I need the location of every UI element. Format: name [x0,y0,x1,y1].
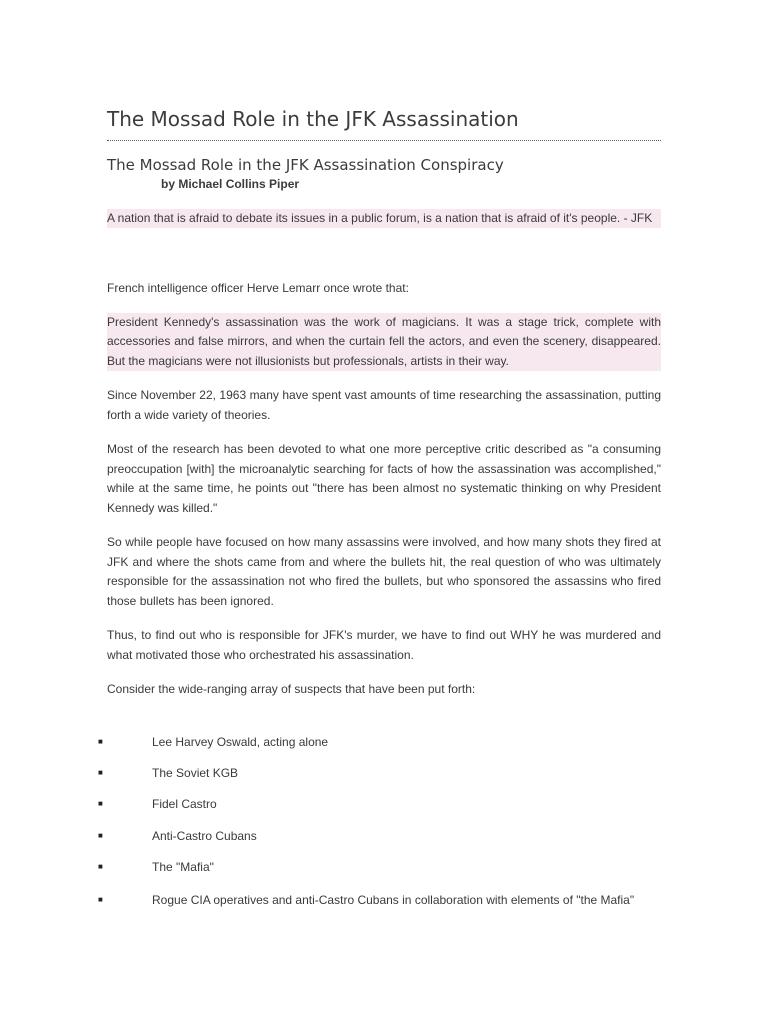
list-item [0,857,768,877]
list-item-label: Fidel Castro [152,797,217,811]
list-item-label: The "Mafia" [152,860,214,874]
bullet-icon: ■ [98,799,103,808]
bullet-icon: ■ [98,737,103,746]
paragraph: Most of the research has been devoted to what one more perceptive critic described as "a consuming preoccupation [with] the microanalytic searching for facts of how the assassination was accomplished," while at the same time, he points out "there has been almost no systematic thinking on why President Kennedy was killed." [107,442,661,515]
list-item-label: Rogue CIA operatives and anti-Castro Cubans in collaboration with elements of "the Mafia" [152,893,635,907]
list-item [0,826,768,846]
jfk-quote: A nation that is afraid to debate its issues in a public forum, is a nation that is afraid of it's people. - JFK [107,209,661,228]
bullet-icon: ■ [98,895,103,904]
list-item-label: The Soviet KGB [152,766,239,780]
article-body [107,104,661,700]
list-item [0,732,768,752]
list-item [0,890,768,910]
list-item [0,763,768,783]
bullet-icon: ■ [98,831,103,840]
paragraph: So while people have focused on how many assassins were involved, and how many shots they fired at JFK and where the shots came from and where the bullets hit, the real question of who was ultimately responsible for the assassination not who fired the bullets, but who sponsored the assassins who fired those bullets has been ignored. [107,535,661,608]
article-subtitle: The Mossad Role in the JFK Assassination Conspiracy [107,156,504,174]
list-item-label: Anti-Castro Cubans [152,829,257,843]
page-title: The Mossad Role in the JFK Assassination [107,104,661,141]
paragraph: Since November 22, 1963 many have spent vast amounts of time researching the assassination, putting forth a wide variety of theories. [107,388,661,422]
bullet-icon: ■ [98,768,103,777]
author-byline: by Michael Collins Piper [161,177,300,191]
bullet-icon: ■ [98,862,103,871]
paragraph: Thus, to find out who is responsible for JFK's murder, we have to find out WHY he was murdered and what motivated those who orchestrated his assassination. [107,628,661,662]
paragraph: Consider the wide-ranging array of suspects that have been put forth: [107,682,476,696]
intro-paragraph: French intelligence officer Herve Lemarr once wrote that: [107,281,409,295]
list-item-label: Lee Harvey Oswald, acting alone [152,735,329,749]
lemarr-quote: President Kennedy's assassination was the work of magicians. It was a stage trick, complete with accessories and false mirrors, and when the curtain fell the actors, and even the scenery, disappeared. But the magicians were not illusionists but professionals, artists in their way. [107,313,661,372]
list-item [0,794,768,814]
